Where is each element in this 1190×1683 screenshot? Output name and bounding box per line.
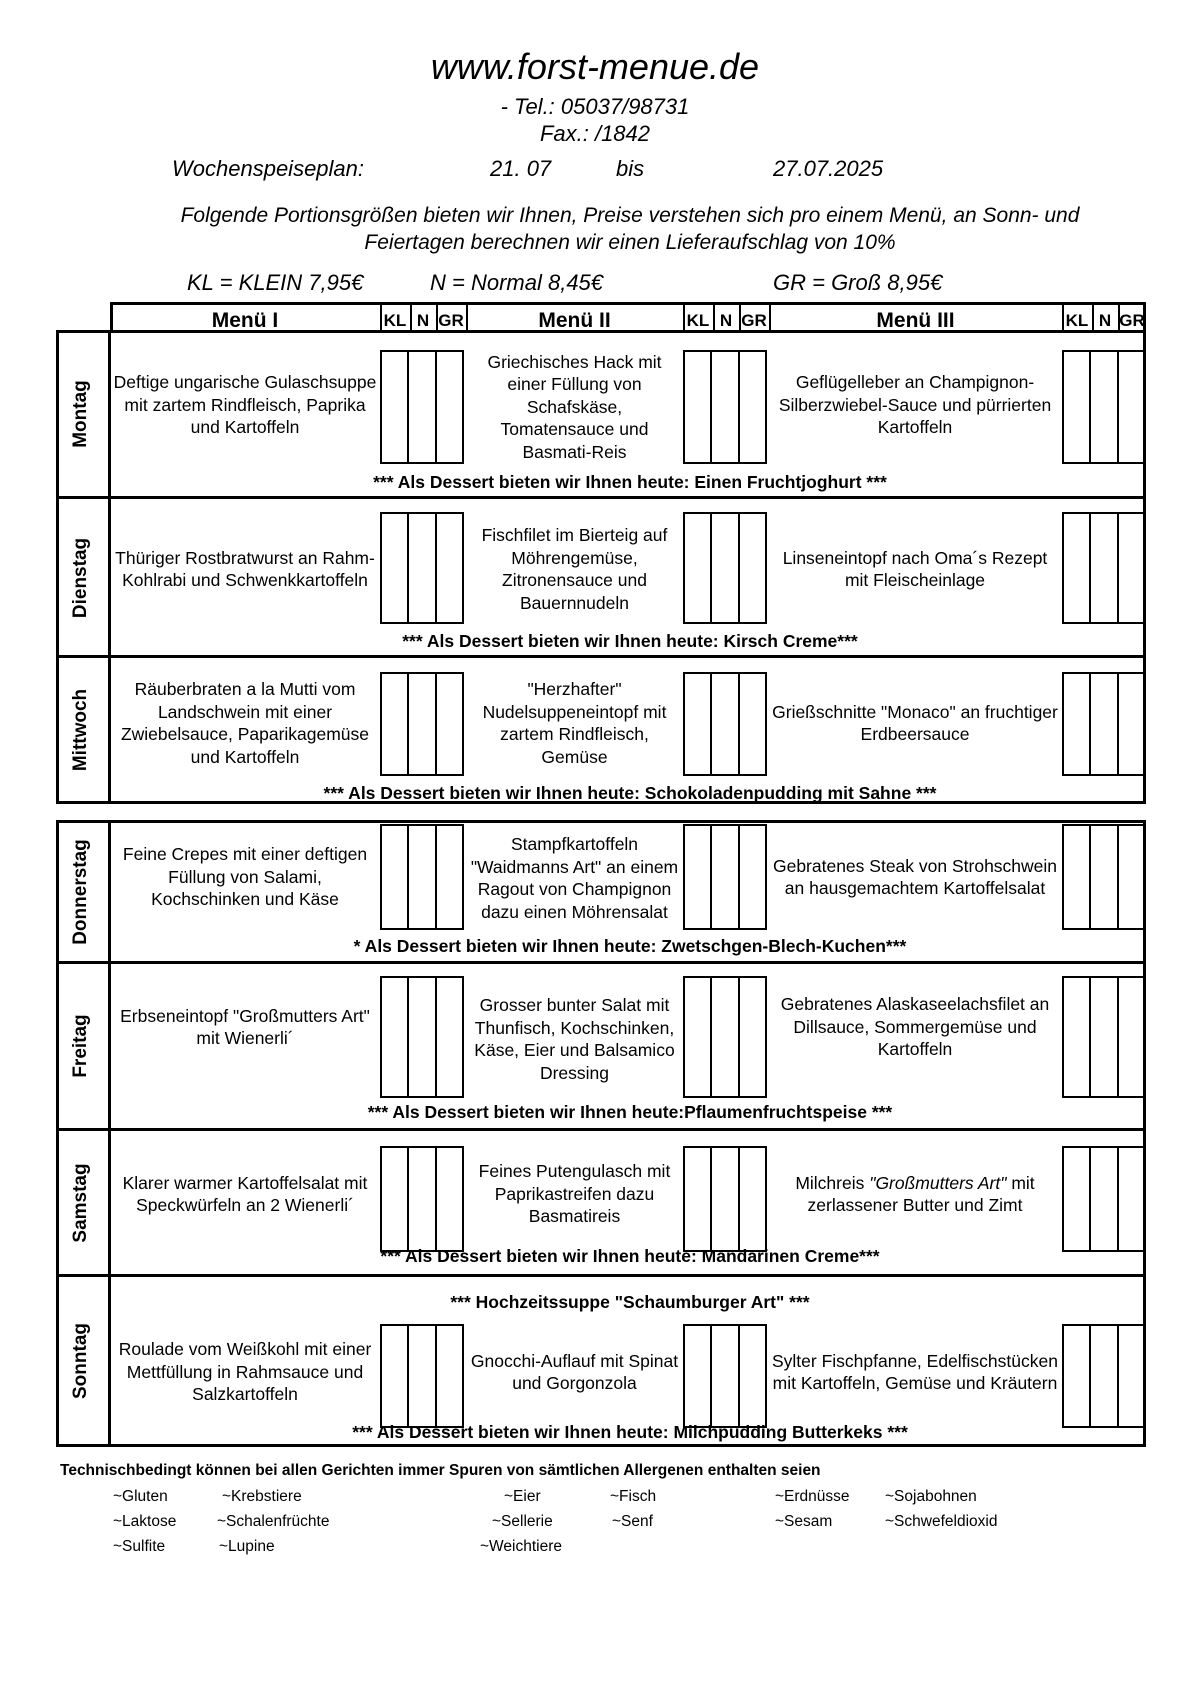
gr-box[interactable] xyxy=(1119,978,1144,1096)
kl-box[interactable] xyxy=(1064,826,1091,928)
day-name: Freitag xyxy=(70,1014,91,1078)
dessert-text: *** Als Dessert bieten wir Ihnen heute: Milchpudding Butterkeks *** xyxy=(352,1422,908,1442)
allergen-item: ~Schalenfrüchte xyxy=(217,1513,330,1530)
allergen-item: ~Fisch xyxy=(610,1488,657,1505)
menu1-order-boxes[interactable] xyxy=(380,1146,464,1252)
menu1-dish: Erbseneintopf "Großmutters Art" mit Wienerli´ xyxy=(120,1005,370,1048)
menu3-kl-header: KL xyxy=(1065,311,1089,330)
menu3-dish-part: Milchreis xyxy=(795,1172,870,1193)
day-name: Samstag xyxy=(70,1162,91,1243)
allergen-item: ~Gluten xyxy=(113,1488,168,1505)
gr-box[interactable] xyxy=(437,514,462,622)
date-separator: bis xyxy=(616,156,645,181)
day-name: Montag xyxy=(70,380,91,448)
menu2-dish: Gnocchi-Auflauf mit Spinat und Gorgonzola xyxy=(470,1350,679,1393)
menu2-gr-header: GR xyxy=(741,311,767,330)
menu1-dish: Roulade vom Weißkohl mit einer Mettfüllung in Rahmsauce und Salzkartoffeln xyxy=(118,1339,372,1405)
n-box[interactable] xyxy=(1091,1148,1118,1250)
date-to: 27.07.2025 xyxy=(773,156,884,181)
price-small: KL = KLEIN 7,95€ xyxy=(187,270,364,295)
menu3-dish: Grießschnitte "Monaco" an fruchtiger Erdbeersauce xyxy=(772,701,1058,744)
menu2-n-header: N xyxy=(719,311,733,330)
allergen-item: ~Sesam xyxy=(775,1513,833,1530)
date-from: 21. 07 xyxy=(490,156,552,181)
n-box[interactable] xyxy=(1091,978,1118,1096)
website-url: www.forst-menue.de xyxy=(430,46,760,87)
kl-box[interactable] xyxy=(1064,978,1091,1096)
allergen-item: ~Laktose xyxy=(113,1513,177,1530)
allergen-item: ~Sellerie xyxy=(492,1513,553,1530)
kl-box[interactable] xyxy=(382,978,409,1096)
day-name: Mittwoch xyxy=(70,688,91,771)
menu3-order-boxes[interactable] xyxy=(1062,976,1146,1098)
menu3-gr-header: GR xyxy=(1119,311,1145,330)
menu3-header: Menü III xyxy=(876,309,955,332)
gr-box[interactable] xyxy=(1119,352,1144,462)
gr-box[interactable] xyxy=(1119,1148,1144,1250)
dessert-text: *** Als Dessert bieten wir Ihnen heute: Schokoladenpudding mit Sahne *** xyxy=(323,783,937,803)
plan-label: Wochenspeiseplan: xyxy=(172,156,365,181)
menu3-dish-italic: "Großmutters Art" xyxy=(869,1172,1007,1193)
menu2-order-boxes[interactable] xyxy=(683,976,767,1098)
allergen-item: ~Erdnüsse xyxy=(775,1488,850,1505)
menu1-gr-header: GR xyxy=(438,311,464,330)
menu1-dish: Deftige ungarische Gulaschsuppe mit zartem Rindfleisch, Paprika und Kartoffeln xyxy=(113,372,377,438)
menu3-dish xyxy=(770,1144,1060,1244)
n-box[interactable] xyxy=(712,674,739,774)
kl-box[interactable] xyxy=(685,514,712,622)
gr-box[interactable] xyxy=(740,514,765,622)
menu2-dish: Feines Putengulasch mit Paprikastreifen dazu Basmatireis xyxy=(478,1161,671,1227)
menu2-dish: Grosser bunter Salat mit Thunfisch, Kochschinken, Käse, Eier und Balsamico Dressing xyxy=(474,995,675,1083)
menu2-order-boxes[interactable] xyxy=(683,824,767,930)
phone-number: - Tel.: 05037/98731 xyxy=(500,94,690,119)
menu1-header: Menü I xyxy=(211,309,279,332)
kl-box[interactable] xyxy=(685,978,712,1096)
kl-box[interactable] xyxy=(382,826,409,928)
dessert-text: *** Als Dessert bieten wir Ihnen heute: Kirsch Creme*** xyxy=(402,631,858,651)
allergen-item: ~Eier xyxy=(504,1488,541,1505)
n-box[interactable] xyxy=(409,826,436,928)
gr-box[interactable] xyxy=(437,1148,462,1250)
menu3-n-header: N xyxy=(1098,311,1112,330)
menu1-dish: Klarer warmer Kartoffelsalat mit Speckwürfeln an 2 Wienerli´ xyxy=(122,1172,368,1215)
n-box[interactable] xyxy=(1091,514,1118,622)
soup-text: *** Hochzeitssuppe "Schaumburger Art" *** xyxy=(450,1292,810,1312)
kl-box[interactable] xyxy=(1064,1148,1091,1250)
n-box[interactable] xyxy=(712,826,739,928)
gr-box[interactable] xyxy=(1119,1326,1144,1426)
menu2-dish: Stampfkartoffeln "Waidmanns Art" an einem Ragout von Champignon dazu einen Möhrensalat xyxy=(470,834,679,922)
kl-box[interactable] xyxy=(382,1148,409,1250)
gr-box[interactable] xyxy=(1119,674,1144,774)
menu2-dish: "Herzhafter" Nudelsuppeneintopf mit zartem Rindfleisch, Gemüse xyxy=(482,679,667,767)
menu2-order-boxes[interactable] xyxy=(683,1324,767,1428)
n-box[interactable] xyxy=(1091,826,1118,928)
menu3-dish: Sylter Fischpfanne, Edelfischstücken mit Kartoffeln, Gemüse und Kräutern xyxy=(772,1350,1058,1393)
kl-box[interactable] xyxy=(382,352,409,462)
allergen-note: Technischbedingt können bei allen Gerichten immer Spuren von sämtlichen Allergenen enthalten seien xyxy=(60,1462,821,1479)
gr-box[interactable] xyxy=(740,352,765,462)
menu1-order-boxes[interactable] xyxy=(380,512,464,624)
kl-box[interactable] xyxy=(382,514,409,622)
menu2-order-boxes[interactable] xyxy=(683,1146,767,1252)
gr-box[interactable] xyxy=(437,674,462,774)
n-box[interactable] xyxy=(409,1148,436,1250)
gr-box[interactable] xyxy=(740,1326,765,1426)
menu3-order-boxes[interactable] xyxy=(1062,672,1146,776)
gr-box[interactable] xyxy=(437,352,462,462)
kl-box[interactable] xyxy=(1064,352,1091,462)
price-large: GR = Groß 8,95€ xyxy=(773,270,943,295)
n-box[interactable] xyxy=(712,352,739,462)
gr-box[interactable] xyxy=(437,1326,462,1426)
n-box[interactable] xyxy=(712,514,739,622)
menu2-order-boxes[interactable] xyxy=(683,350,767,464)
menu2-dish: Griechisches Hack mit einer Füllung von Schafskäse, Tomatensauce und Basmati-Reis xyxy=(487,351,662,462)
day-name: Dienstag xyxy=(70,537,91,618)
kl-box[interactable] xyxy=(685,1148,712,1250)
menu3-dish: Linseneintopf nach Oma´s Rezept mit Fleischeinlage xyxy=(782,547,1048,590)
price-normal: N = Normal 8,45€ xyxy=(430,270,604,295)
menu1-n-header: N xyxy=(416,311,430,330)
allergen-item: ~Lupine xyxy=(219,1538,275,1555)
dessert-text: *** Als Dessert bieten wir Ihnen heute:Pflaumenfruchtspeise *** xyxy=(367,1102,893,1122)
kl-box[interactable] xyxy=(1064,1326,1091,1426)
intro-text: Folgende Portionsgrößen bieten wir Ihnen, Preise verstehen sich pro einem Menü, an Sonn- und Feiertagen berechnen wir einen Lieferaufschlag von 10% xyxy=(180,204,1080,254)
kl-box[interactable] xyxy=(685,352,712,462)
kl-box[interactable] xyxy=(382,674,409,774)
menu2-kl-header: KL xyxy=(686,311,710,330)
menu3-dish: Geflügelleber an Champignon-Silberzwiebel-Sauce und pürrierten Kartoffeln xyxy=(778,372,1052,438)
menu1-order-boxes[interactable] xyxy=(380,824,464,930)
gr-box[interactable] xyxy=(437,826,462,928)
kl-box[interactable] xyxy=(1064,674,1091,774)
menu3-order-boxes[interactable] xyxy=(1062,824,1146,930)
menu3-order-boxes[interactable] xyxy=(1062,350,1146,464)
menu2-order-boxes[interactable] xyxy=(683,672,767,776)
menu2-dish: Fischfilet im Bierteig auf Möhrengemüse, Zitronensauce und Bauernnudeln xyxy=(481,525,668,613)
n-box[interactable] xyxy=(1091,352,1118,462)
menu1-dish: Räuberbraten a la Mutti vom Landschwein mit einer Zwiebelsauce, Paparikagemüse und Kartoffeln xyxy=(120,679,370,767)
kl-box[interactable] xyxy=(685,674,712,774)
allergen-item: ~Sulfite xyxy=(113,1538,166,1555)
allergen-item: ~Schwefeldioxid xyxy=(885,1513,998,1530)
menu1-order-boxes[interactable] xyxy=(380,350,464,464)
menu1-order-boxes[interactable] xyxy=(380,1324,464,1428)
menu3-order-boxes[interactable] xyxy=(1062,512,1146,624)
kl-box[interactable] xyxy=(685,826,712,928)
menu3-order-boxes[interactable] xyxy=(1062,1146,1146,1252)
dessert-text: *** Als Dessert bieten wir Ihnen heute: Mandarinen Creme*** xyxy=(380,1246,880,1266)
n-box[interactable] xyxy=(712,1148,739,1250)
kl-box[interactable] xyxy=(1064,514,1091,622)
day-name: Donnerstag xyxy=(70,839,91,945)
n-box[interactable] xyxy=(409,514,436,622)
gr-box[interactable] xyxy=(437,978,462,1096)
menu1-kl-header: KL xyxy=(383,311,407,330)
allergen-item: ~Senf xyxy=(612,1513,653,1530)
menu2-header: Menü II xyxy=(538,309,611,332)
allergen-item: ~Sojabohnen xyxy=(885,1488,977,1505)
n-box[interactable] xyxy=(712,1326,739,1426)
allergen-item: ~Krebstiere xyxy=(222,1488,302,1505)
menu3-dish: Gebratenes Alaskaseelachsfilet an Dillsauce, Sommergemüse und Kartoffeln xyxy=(780,994,1050,1060)
n-box[interactable] xyxy=(409,1326,436,1426)
gr-box[interactable] xyxy=(740,674,765,774)
menu3-order-boxes[interactable] xyxy=(1062,1324,1146,1428)
gr-box[interactable] xyxy=(1119,826,1144,928)
allergen-item: ~Weichtiere xyxy=(480,1538,562,1555)
kl-box[interactable] xyxy=(382,1326,409,1426)
n-box[interactable] xyxy=(409,978,436,1096)
gr-box[interactable] xyxy=(740,826,765,928)
menu2-order-boxes[interactable] xyxy=(683,512,767,624)
gr-box[interactable] xyxy=(1119,514,1144,622)
menu3-dish: Gebratenes Steak von Strohschwein an hausgemachtem Kartoffelsalat xyxy=(772,855,1058,898)
dessert-text: * Als Dessert bieten wir Ihnen heute: Zwetschgen-Blech-Kuchen*** xyxy=(353,936,907,956)
kl-box[interactable] xyxy=(685,1326,712,1426)
day-name: Sonntag xyxy=(70,1322,91,1399)
menu1-dish: Thüriger Rostbratwurst an Rahm-Kohlrabi und Schwenkkartoffeln xyxy=(115,547,375,590)
menu3-dish-part: mit zerlassener Butter und Zimt xyxy=(807,1172,1035,1215)
menu1-order-boxes[interactable] xyxy=(380,672,464,776)
gr-box[interactable] xyxy=(740,1148,765,1250)
n-box[interactable] xyxy=(409,352,436,462)
dessert-text: *** Als Dessert bieten wir Ihnen heute: Einen Fruchtjoghurt *** xyxy=(373,472,887,492)
n-box[interactable] xyxy=(1091,674,1118,774)
fax-number: Fax.: /1842 xyxy=(539,121,651,146)
menu1-dish: Feine Crepes mit einer deftigen Füllung von Salami, Kochschinken und Käse xyxy=(122,844,368,910)
menu1-order-boxes[interactable] xyxy=(380,976,464,1098)
n-box[interactable] xyxy=(712,978,739,1096)
gr-box[interactable] xyxy=(740,978,765,1096)
n-box[interactable] xyxy=(409,674,436,774)
n-box[interactable] xyxy=(1091,1326,1118,1426)
